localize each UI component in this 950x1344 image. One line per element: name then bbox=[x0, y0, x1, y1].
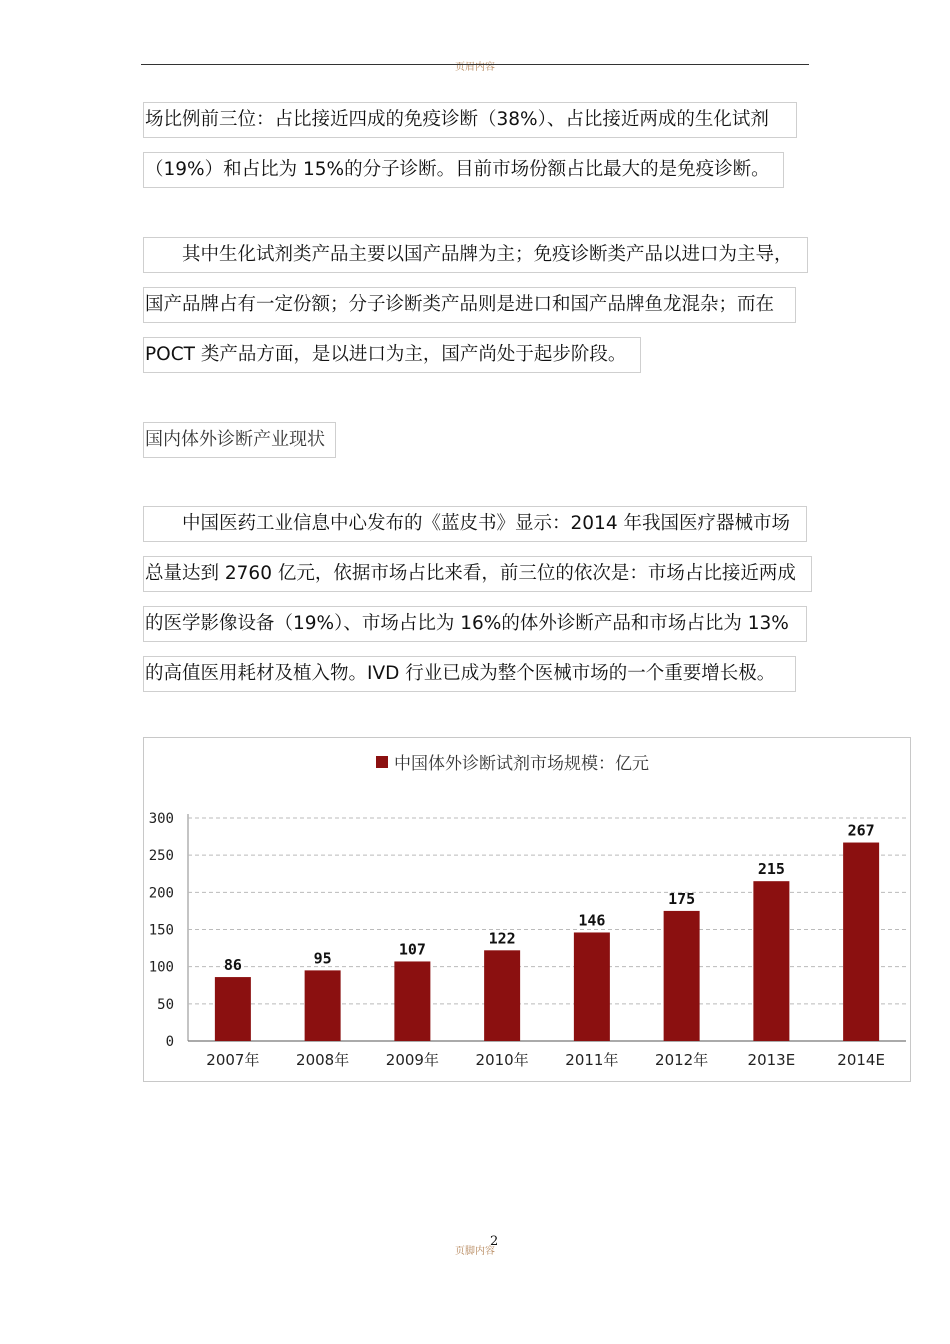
paragraph-line: （19%）和占比为 15%的分子诊断。目前市场份额占比最大的是免疫诊断。 bbox=[143, 152, 784, 188]
x-tick-label: 2007年 bbox=[206, 1051, 260, 1069]
y-tick-label: 0 bbox=[165, 1034, 174, 1050]
paragraph-line: 国产品牌占有一定份额；分子诊断类产品则是进口和国产品牌鱼龙混杂；而在 bbox=[143, 287, 796, 323]
bar-value-label: 267 bbox=[847, 821, 875, 840]
page-footer-text: 页脚内容 bbox=[455, 1246, 495, 1257]
page-header-text: 页眉内容 bbox=[455, 62, 495, 73]
bar bbox=[305, 970, 341, 1041]
bar bbox=[753, 881, 789, 1041]
paragraph-line: 场比例前三位：占比接近四成的免疫诊断（38%）、占比接近两成的生化试剂 bbox=[143, 102, 797, 138]
y-tick-label: 150 bbox=[148, 922, 174, 939]
page-number: 2 bbox=[490, 1234, 499, 1249]
paragraph-line: 总量达到 2760 亿元，依据市场占比来看，前三位的依次是：市场占比接近两成 bbox=[143, 556, 812, 592]
x-tick-label: 2014E bbox=[837, 1051, 885, 1069]
header-divider bbox=[141, 64, 809, 65]
bar-value-label: 175 bbox=[668, 889, 696, 908]
y-tick-label: 200 bbox=[148, 885, 174, 902]
x-tick-label: 2010年 bbox=[475, 1051, 529, 1069]
bar bbox=[215, 977, 251, 1041]
y-tick-label: 300 bbox=[148, 811, 174, 827]
market-size-chart bbox=[143, 737, 911, 1082]
paragraph-line: 的医学影像设备（19%）、市场占比为 16%的体外诊断产品和市场占比为 13% bbox=[143, 606, 807, 642]
y-tick-label: 50 bbox=[157, 996, 174, 1013]
paragraph-line: 中国医药工业信息中心发布的《蓝皮书》显示：2014 年我国医疗器械市场 bbox=[143, 506, 807, 542]
x-tick-label: 2012年 bbox=[655, 1051, 709, 1069]
paragraph-line: 其中生化试剂类产品主要以国产品牌为主；免疫诊断类产品以进口为主导， bbox=[143, 237, 808, 273]
bar-value-label: 215 bbox=[757, 860, 785, 879]
paragraph-line: 的高值医用耗材及植入物。IVD 行业已成为整个医械市场的一个重要增长极。 bbox=[143, 656, 796, 692]
x-tick-label: 2013E bbox=[747, 1051, 796, 1069]
bar-value-label: 95 bbox=[313, 949, 332, 968]
bar bbox=[484, 950, 520, 1041]
paragraph-line: POCT 类产品方面，是以进口为主，国产尚处于起步阶段。 bbox=[143, 337, 641, 373]
bar-value-label: 146 bbox=[578, 911, 606, 930]
bar bbox=[843, 843, 879, 1041]
bar-value-label: 107 bbox=[398, 940, 426, 959]
y-tick-label: 100 bbox=[148, 959, 174, 976]
bar bbox=[394, 961, 430, 1041]
legend-label: 中国体外诊断试剂市场规模：亿元 bbox=[394, 754, 649, 774]
x-tick-label: 2011年 bbox=[565, 1051, 619, 1069]
bar bbox=[574, 932, 610, 1041]
bar-value-label: 86 bbox=[223, 956, 242, 975]
y-tick-label: 250 bbox=[148, 848, 174, 865]
bar-value-label: 122 bbox=[488, 929, 516, 948]
section-heading: 国内体外诊断产业现状 bbox=[143, 422, 336, 458]
x-tick-label: 2008年 bbox=[296, 1051, 350, 1069]
chart-canvas bbox=[144, 738, 910, 1081]
legend-swatch bbox=[376, 756, 388, 768]
x-tick-label: 2009年 bbox=[385, 1051, 439, 1069]
bar bbox=[664, 911, 700, 1041]
